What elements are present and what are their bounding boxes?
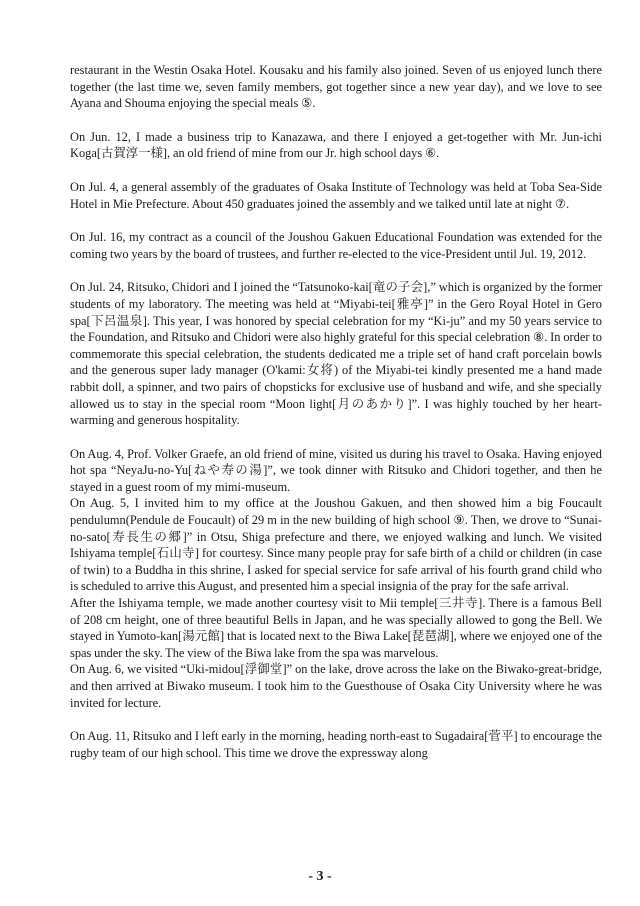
page-number: - 3 - bbox=[308, 869, 332, 884]
paragraph-tatsunoko-kai: On Jul. 24, Ritsuko, Chidori and I joined the “Tatsunoko-kai[竜の子会],” which is organized by the former students of my laboratory. The meeting was held at “Miyabi-tei[雅亭]” in the Gero Royal Hotel in Gero spa[下呂温泉]. This year, I was honored by special celebration for my “Ki-ju” and my 50 years service to the Foundation, and Ritsuko and Chidori were also highly grateful for this special celebration ⑧. In order to commemorate this special celebration, the students dedicated me a triple set of hand craft porcelain bowls and the generous super lady manager (O'kami:女将) of the Miyabi-tei kindly presented me a hand made rabbit doll, a spinner, and two pairs of chopsticks for exclusive use of husband and wife, and she specially allowed us to stay in the special room “Moon light[月のあかり]”. I was highly touched by her heart-warming and generous hospitality. bbox=[70, 280, 602, 428]
paragraph-lunch-westin: restaurant in the Westin Osaka Hotel. Kousaku and his family also joined. Seven of us enjoyed lunch there together (the last time we, seven family members, got together since a new year day), and we love to see Ayana and Shouma enjoying the special meals ⑤. bbox=[70, 63, 602, 111]
paragraph-foucault-pendulum: On Aug. 5, I invited him to my office at the Joushou Gakuen, and then showed him a big Foucault pendulumn(Pendule de Foucault) of 29 m in the new building of high school ⑨. Then, we drove to “Sunai-no-sato[寿長生の郷]” in Otsu, Shiga prefecture and there, we enjoyed walking and lunch. We visited Ishiyama temple[石山寺] for courtesy. Since many people pray for safe birth of a child or children (in case of twin) to a Buddha in this shrine, I asked for special service for safe arrival of his fourth grand child who is scheduled to arrive this August, and presented him a special insignia of the pray for the safe arrival. bbox=[70, 496, 602, 594]
paragraph-mii-temple: After the Ishiyama temple, we made another courtesy visit to Mii temple[三井寺]. There is a famous Bell of 208 cm height, one of three beautiful Bells in Japan, and he was specially allowed to gong the Bell. We stayed in Yumoto-kan[湯元館] that is located next to the Biwa Lake[琵琶湖], where we enjoyed one of the spas under the sky. The view of the Biwa lake from the spa was marvelous. bbox=[70, 596, 602, 660]
paragraph-graefe-visit: On Aug. 4, Prof. Volker Graefe, an old friend of mine, visited us during his travel to Osaka. Having enjoyed hot spa “NeyaJu-no-Yu[ねや寿の湯]”, we took dinner with Ritsuko and Chidori together, and then he stayed in a guest room of my mimi-museum. bbox=[70, 446, 602, 494]
paragraph-kanazawa-trip: On Jun. 12, I made a business trip to Kanazawa, and there I enjoyed a get-together with Mr. Jun-ichi Koga[古賀淳一様], an old friend of mine from our Jr. high school days ⑥. bbox=[70, 129, 602, 161]
paragraph-graduates-assembly: On Jul. 4, a general assembly of the graduates of Osaka Institute of Technology was held at Toba Sea-Side Hotel in Mie Prefecture. About 450 graduates joined the assembly and we talked until late at night ⑦. bbox=[70, 179, 602, 211]
paragraph-uki-midou: On Aug. 6, we visited “Uki-midou[浮御堂]” on the lake, drove across the lake on the Biwako-great-bridge, and then arrived at Biwako museum. I took him to the Guesthouse of Osaka City University where he was invited for lecture. bbox=[70, 662, 602, 710]
document-body bbox=[70, 62, 602, 761]
paragraph-sugadaira: On Aug. 11, Ritsuko and I left early in the morning, heading north-east to Sugadaira[菅平] to encourage the rugby team of our high school. This time we drove the expressway along bbox=[70, 729, 602, 760]
paragraph-foundation-contract: On Jul. 16, my contract as a council of the Joushou Gakuen Educational Foundation was extended for the coming two years by the board of trustees, and further re-elected to the vice-President until Jul. 19, 2012. bbox=[70, 230, 602, 261]
